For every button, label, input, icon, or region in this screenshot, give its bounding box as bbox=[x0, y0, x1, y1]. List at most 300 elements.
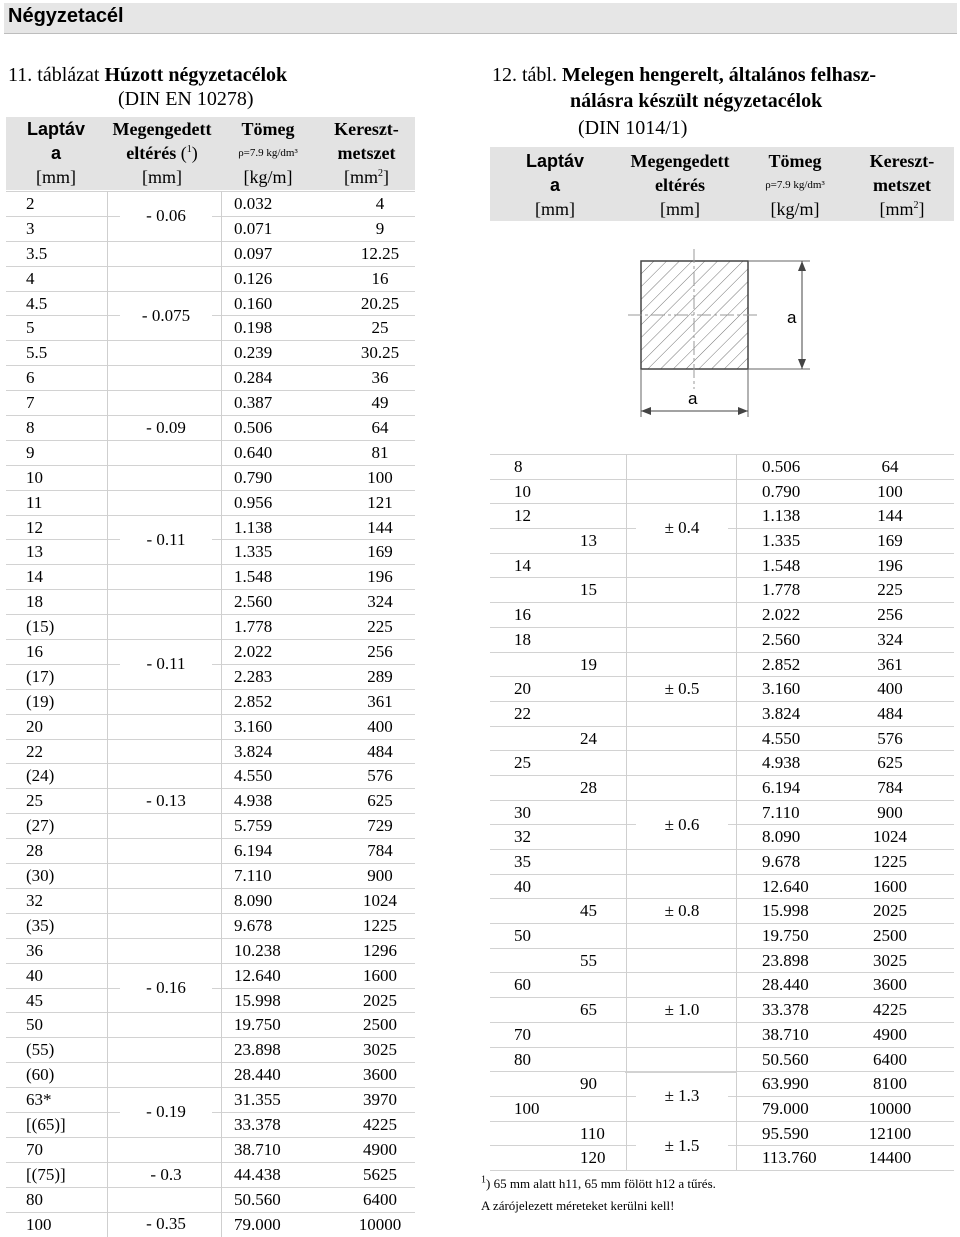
cell-tomeg: 12.640 bbox=[234, 965, 281, 985]
cell-keresztmetszet: 289 bbox=[367, 666, 393, 686]
table-row bbox=[490, 652, 954, 677]
cell-keresztmetszet: 2500 bbox=[873, 926, 907, 946]
cell-tomeg: 1.548 bbox=[234, 567, 273, 587]
table-row bbox=[490, 923, 954, 948]
table-row bbox=[6, 340, 415, 365]
page-title: Négyzetacél bbox=[8, 5, 124, 27]
cell-tomeg: 4.550 bbox=[762, 728, 801, 748]
cell-laptav: 4.5 bbox=[26, 293, 48, 313]
cell-laptav: 13 bbox=[26, 542, 43, 562]
cell-tomeg: 0.790 bbox=[762, 481, 801, 501]
table12-subtitle: (DIN 1014/1) bbox=[578, 117, 688, 139]
table-row bbox=[6, 241, 415, 266]
cell-keresztmetszet: 3600 bbox=[873, 975, 907, 995]
cell-tomeg: 23.898 bbox=[762, 950, 809, 970]
table-row bbox=[490, 701, 954, 726]
cell-laptav-pref: 50 bbox=[514, 926, 531, 946]
cell-tomeg: 2.560 bbox=[762, 629, 801, 649]
table-row bbox=[490, 726, 954, 751]
cell-laptav: 28 bbox=[26, 841, 43, 861]
cell-laptav: 12 bbox=[26, 517, 43, 537]
cell-keresztmetszet: 900 bbox=[367, 866, 393, 886]
table12-title-bold-1: Melegen hengerelt, általános felhasz- bbox=[562, 64, 877, 86]
cell-tomeg: 44.438 bbox=[234, 1164, 281, 1184]
table12-body bbox=[490, 454, 954, 1170]
table-row bbox=[6, 838, 415, 863]
table-row bbox=[6, 614, 415, 639]
table-row bbox=[490, 750, 954, 775]
table-row bbox=[6, 1037, 415, 1062]
table-row bbox=[490, 874, 954, 899]
tolerance-label: - 0.06 bbox=[120, 206, 212, 226]
cell-laptav-alt: 13 bbox=[580, 531, 597, 551]
cell-keresztmetszet: 100 bbox=[877, 481, 903, 501]
cell-tomeg: 8.090 bbox=[234, 890, 273, 910]
cell-tomeg: 0.071 bbox=[234, 218, 273, 238]
cell-tomeg: 8.090 bbox=[762, 827, 801, 847]
cell-tomeg: 3.824 bbox=[234, 741, 273, 761]
cell-keresztmetszet: 784 bbox=[367, 841, 393, 861]
cell-laptav-pref: 32 bbox=[514, 827, 531, 847]
table-row bbox=[6, 390, 415, 415]
cell-tomeg: 0.506 bbox=[234, 418, 273, 438]
square-section-drawing bbox=[490, 221, 954, 453]
tolerance-label: - 0.35 bbox=[120, 1214, 212, 1234]
cell-laptav-pref: 35 bbox=[514, 852, 531, 871]
cell-keresztmetszet: 225 bbox=[367, 617, 393, 637]
tolerance-separator bbox=[107, 714, 221, 715]
cell-tomeg: 2.852 bbox=[234, 691, 273, 711]
cell-tomeg: 19.750 bbox=[762, 926, 809, 946]
table12-title-bold-2: nálásra készült négyzetacélok bbox=[570, 90, 823, 112]
cell-tomeg: 2.560 bbox=[234, 592, 273, 612]
tolerance-label: - 0.13 bbox=[120, 791, 212, 811]
cell-tomeg: 1.335 bbox=[762, 531, 801, 551]
cell-laptav: (30) bbox=[26, 866, 55, 886]
cell-tomeg: 1.138 bbox=[234, 517, 273, 537]
cell-tomeg: 1.548 bbox=[762, 555, 801, 575]
cell-tomeg: 63.990 bbox=[762, 1074, 809, 1094]
cell-keresztmetszet: 12100 bbox=[868, 1123, 912, 1143]
cell-tomeg: 2.022 bbox=[762, 605, 801, 625]
cell-tomeg: 6.194 bbox=[234, 841, 273, 861]
t11-col-unit-kgm: [kg/m] bbox=[243, 167, 293, 187]
t12-unit-sq: 2 bbox=[913, 200, 919, 211]
tolerance-label: ± 0.6 bbox=[636, 815, 728, 835]
tolerance-separator bbox=[625, 1072, 736, 1073]
cell-laptav: (60) bbox=[26, 1065, 55, 1085]
cell-keresztmetszet: 100 bbox=[367, 467, 393, 487]
cell-keresztmetszet: 1600 bbox=[873, 876, 907, 896]
cell-keresztmetszet: 324 bbox=[367, 592, 393, 612]
tolerance-label: ± 1.0 bbox=[636, 1000, 728, 1020]
footnote-mark: 1 bbox=[481, 1174, 486, 1186]
t11-footnote-mark: 1 bbox=[186, 144, 192, 155]
cell-tomeg: 28.440 bbox=[762, 975, 809, 995]
cell-keresztmetszet: 169 bbox=[367, 542, 393, 562]
cell-laptav: (27) bbox=[26, 816, 55, 836]
cell-keresztmetszet: 4225 bbox=[363, 1114, 397, 1134]
tolerance-separator bbox=[625, 1121, 736, 1122]
cell-laptav: 63* bbox=[26, 1090, 52, 1110]
t12-col-unit-kgm: [kg/m] bbox=[770, 199, 820, 219]
tolerance-separator bbox=[107, 465, 221, 466]
cell-laptav-pref: 16 bbox=[514, 605, 531, 625]
table-row bbox=[6, 813, 415, 838]
t12-col-rho: ρ=7.9 kg/dm³ bbox=[765, 179, 825, 191]
table-row bbox=[490, 948, 954, 973]
cell-keresztmetszet: 2025 bbox=[873, 901, 907, 921]
cell-laptav: (24) bbox=[26, 766, 55, 786]
cell-laptav-alt: 65 bbox=[580, 1000, 597, 1020]
table-row bbox=[6, 1012, 415, 1037]
cell-tomeg: 7.110 bbox=[234, 866, 272, 886]
cell-laptav: 32 bbox=[26, 890, 43, 910]
cell-keresztmetszet: 1024 bbox=[363, 890, 397, 910]
column-divider bbox=[107, 191, 108, 1237]
t11-unit-mm2-text: [mm bbox=[344, 167, 378, 187]
cell-laptav: (15) bbox=[26, 617, 55, 637]
cell-laptav-pref: 30 bbox=[514, 802, 531, 822]
cell-tomeg: 0.239 bbox=[234, 343, 273, 363]
cell-laptav-pref: 20 bbox=[514, 679, 531, 699]
cell-tomeg: 0.284 bbox=[234, 368, 273, 388]
cell-keresztmetszet: 64 bbox=[371, 418, 389, 438]
cell-laptav: 11 bbox=[26, 492, 43, 512]
footnote-line1 bbox=[481, 1173, 716, 1195]
cell-tomeg: 0.387 bbox=[234, 393, 273, 413]
tolerance-separator bbox=[107, 888, 221, 889]
cell-laptav: 5 bbox=[26, 318, 35, 338]
t11-col-laptav: Laptáv bbox=[26, 119, 86, 139]
cell-laptav-alt: 120 bbox=[580, 1148, 606, 1168]
cell-laptav: (35) bbox=[26, 915, 55, 935]
t12-col-unit-mm2-area: $[mm^2]$ bbox=[879, 199, 925, 219]
cell-tomeg: 5.759 bbox=[234, 816, 273, 836]
cell-laptav: 22 bbox=[26, 741, 43, 761]
tolerance-label: - 0.11 bbox=[120, 530, 212, 550]
cell-keresztmetszet: 196 bbox=[367, 567, 393, 587]
cell-laptav-pref: 10 bbox=[514, 481, 531, 501]
cell-tomeg: 38.710 bbox=[762, 1024, 809, 1044]
cell-laptav: 4 bbox=[26, 268, 35, 288]
cell-keresztmetszet: 4 bbox=[375, 194, 385, 213]
cell-keresztmetszet: 3025 bbox=[873, 950, 907, 970]
table-row bbox=[490, 775, 954, 800]
tolerance-label: - 0.11 bbox=[120, 654, 212, 674]
cell-tomeg: 38.710 bbox=[234, 1139, 281, 1159]
cell-keresztmetszet: 3600 bbox=[363, 1065, 397, 1085]
tolerance-label: - 0.3 bbox=[120, 1165, 212, 1185]
t12-col-elteres: eltérés bbox=[655, 175, 705, 195]
cell-laptav: 36 bbox=[26, 940, 43, 960]
t12-col-unit-mm2: [mm] bbox=[660, 199, 700, 219]
cell-laptav: 6 bbox=[26, 368, 35, 388]
cell-laptav: 9 bbox=[26, 442, 35, 462]
table-row bbox=[6, 913, 415, 938]
cell-tomeg: 1.778 bbox=[762, 580, 801, 600]
tolerance-label: - 0.09 bbox=[120, 418, 212, 438]
cell-laptav: [(65)] bbox=[26, 1114, 66, 1134]
table-row bbox=[490, 602, 954, 627]
cell-laptav: 45 bbox=[26, 990, 43, 1010]
table-row bbox=[6, 714, 415, 739]
arrow-down bbox=[798, 359, 806, 369]
cell-keresztmetszet: 256 bbox=[367, 642, 393, 662]
t11-col-a: a bbox=[50, 143, 61, 163]
t12-unit-mm2-text: [mm bbox=[879, 199, 914, 219]
cell-tomeg: 113.760 bbox=[762, 1148, 817, 1168]
table-row bbox=[490, 479, 954, 504]
cell-keresztmetszet: 400 bbox=[367, 716, 393, 736]
cell-keresztmetszet: 3025 bbox=[363, 1040, 397, 1060]
t11-elteres-text: eltérés bbox=[126, 143, 177, 163]
cell-tomeg: 3.160 bbox=[762, 679, 801, 699]
t12-col-metszet: metszet bbox=[873, 175, 931, 195]
t12-col-a: a bbox=[549, 175, 560, 195]
t12-col-unit-mm: [mm] bbox=[535, 199, 575, 219]
table-row bbox=[490, 972, 954, 997]
cell-keresztmetszet: 169 bbox=[877, 531, 903, 551]
cell-keresztmetszet: 144 bbox=[367, 517, 393, 537]
cell-keresztmetszet: 361 bbox=[877, 654, 903, 674]
cell-tomeg: 9.678 bbox=[762, 852, 801, 871]
cell-keresztmetszet: 196 bbox=[877, 555, 903, 575]
cell-keresztmetszet: 484 bbox=[367, 741, 393, 761]
tolerance-separator bbox=[107, 390, 221, 391]
cell-tomeg: 50.560 bbox=[762, 1049, 809, 1069]
cell-laptav: [(75)] bbox=[26, 1164, 66, 1184]
cell-tomeg: 0.097 bbox=[234, 243, 273, 263]
cell-laptav: 10 bbox=[26, 467, 43, 487]
cell-tomeg: 33.378 bbox=[762, 1000, 809, 1020]
column-divider bbox=[221, 191, 222, 1237]
cell-keresztmetszet: 900 bbox=[877, 802, 903, 822]
cell-keresztmetszet: 2500 bbox=[363, 1015, 397, 1035]
cell-laptav: 2 bbox=[26, 194, 35, 213]
cell-keresztmetszet: 225 bbox=[877, 580, 903, 600]
cell-tomeg: 6.194 bbox=[762, 777, 801, 797]
table-row bbox=[6, 763, 415, 788]
footnote-text1: ) 65 mm alatt h11, 65 mm fölött h12 a tűrés. bbox=[486, 1176, 716, 1191]
cell-tomeg: 0.160 bbox=[234, 293, 273, 313]
t11-col-rho: ρ=7.9 kg/dm³ bbox=[238, 147, 298, 159]
cell-laptav-alt: 110 bbox=[580, 1123, 605, 1143]
cell-laptav: (17) bbox=[26, 666, 55, 686]
footnote bbox=[481, 1173, 716, 1217]
cell-keresztmetszet: 36 bbox=[371, 368, 389, 388]
t11-col-metszet: metszet bbox=[337, 143, 396, 163]
cell-keresztmetszet: 1600 bbox=[363, 965, 397, 985]
table-row bbox=[6, 739, 415, 764]
tolerance-label: ± 0.4 bbox=[636, 518, 728, 538]
table12-header bbox=[490, 147, 954, 221]
cell-keresztmetszet: 2025 bbox=[363, 990, 397, 1010]
cell-tomeg: 50.560 bbox=[234, 1189, 281, 1209]
cell-keresztmetszet: 3970 bbox=[363, 1090, 397, 1110]
cell-keresztmetszet: 6400 bbox=[363, 1189, 397, 1209]
cell-keresztmetszet: 1225 bbox=[873, 852, 907, 871]
cell-keresztmetszet: 4900 bbox=[873, 1024, 907, 1044]
tolerance-separator bbox=[107, 1137, 221, 1138]
cell-tomeg: 4.938 bbox=[234, 791, 273, 811]
table-row bbox=[6, 440, 415, 465]
tolerance-separator bbox=[107, 241, 221, 242]
cell-tomeg: 2.852 bbox=[762, 654, 801, 674]
cell-keresztmetszet: 625 bbox=[877, 753, 903, 773]
arrow-left bbox=[641, 407, 651, 415]
cell-keresztmetszet: 10000 bbox=[868, 1098, 912, 1118]
table-row bbox=[6, 490, 415, 515]
cell-tomeg: 0.198 bbox=[234, 318, 273, 338]
t12-col-megengedett: Megengedett bbox=[630, 151, 730, 171]
cell-laptav-alt: 19 bbox=[580, 654, 597, 674]
cell-tomeg: 12.640 bbox=[762, 876, 809, 896]
cell-keresztmetszet: 10000 bbox=[358, 1214, 402, 1234]
tolerance-separator bbox=[107, 1087, 221, 1088]
cell-keresztmetszet: 8100 bbox=[873, 1074, 907, 1094]
cell-tomeg: 4.938 bbox=[762, 753, 801, 773]
table12-title-line2 bbox=[570, 90, 822, 113]
cell-laptav: 40 bbox=[26, 965, 43, 985]
cell-keresztmetszet: 361 bbox=[367, 691, 393, 711]
tolerance-label: - 0.075 bbox=[120, 306, 212, 326]
tolerance-separator bbox=[625, 948, 736, 949]
cell-tomeg: 2.283 bbox=[234, 666, 273, 686]
table-row bbox=[6, 888, 415, 913]
dim-label-side: a bbox=[787, 308, 797, 327]
cell-tomeg: 3.824 bbox=[762, 703, 801, 723]
cell-laptav-alt: 45 bbox=[580, 901, 597, 921]
cell-laptav-pref: 40 bbox=[514, 876, 531, 896]
cell-keresztmetszet: 64 bbox=[881, 457, 899, 476]
cell-laptav-pref: 12 bbox=[514, 506, 531, 526]
cell-tomeg: 1.778 bbox=[234, 617, 273, 637]
table11-header bbox=[6, 117, 415, 190]
cell-laptav-alt: 15 bbox=[580, 580, 597, 600]
table-row bbox=[490, 454, 954, 479]
cell-tomeg: 15.998 bbox=[234, 990, 281, 1010]
t11-col-megengedett: Megengedett bbox=[112, 119, 212, 139]
cell-keresztmetszet: 9 bbox=[375, 218, 385, 238]
cell-keresztmetszet: 5625 bbox=[363, 1164, 397, 1184]
table12-title-prefix: 12. tábl. bbox=[492, 64, 557, 86]
cell-tomeg: 10.238 bbox=[234, 940, 281, 960]
table12-title bbox=[492, 64, 876, 87]
cell-keresztmetszet: 16 bbox=[371, 268, 389, 288]
cell-tomeg: 79.000 bbox=[234, 1214, 281, 1234]
cell-tomeg: 4.550 bbox=[234, 766, 273, 786]
table-row bbox=[490, 849, 954, 874]
cell-laptav-alt: 55 bbox=[580, 950, 597, 970]
t12-col-tomeg: Tömeg bbox=[768, 151, 822, 171]
cell-laptav: 16 bbox=[26, 642, 43, 662]
cell-keresztmetszet: 256 bbox=[877, 605, 903, 625]
cell-tomeg: 15.998 bbox=[762, 901, 809, 921]
column-divider bbox=[736, 454, 737, 1170]
cell-keresztmetszet: 576 bbox=[877, 728, 903, 748]
cell-laptav: 18 bbox=[26, 592, 43, 612]
table-row bbox=[490, 1022, 954, 1047]
tolerance-separator bbox=[625, 775, 736, 776]
cell-laptav-pref: 22 bbox=[514, 703, 531, 723]
cell-laptav: 20 bbox=[26, 716, 43, 736]
cell-laptav: 7 bbox=[26, 393, 35, 413]
table-row bbox=[490, 553, 954, 578]
table11-title bbox=[8, 64, 287, 87]
tolerance-label: ± 0.5 bbox=[636, 679, 728, 699]
cell-tomeg: 3.160 bbox=[234, 716, 273, 736]
cell-laptav: 50 bbox=[26, 1015, 43, 1035]
cell-keresztmetszet: 1225 bbox=[363, 915, 397, 935]
cell-tomeg: 23.898 bbox=[234, 1040, 281, 1060]
table-row bbox=[6, 689, 415, 714]
cell-keresztmetszet: 12.25 bbox=[360, 243, 400, 263]
cell-tomeg: 0.640 bbox=[234, 442, 273, 462]
table-row bbox=[6, 266, 415, 291]
table11-subtitle: (DIN EN 10278) bbox=[118, 88, 254, 110]
cell-laptav-pref: 60 bbox=[514, 975, 531, 995]
cell-keresztmetszet: 4225 bbox=[873, 1000, 907, 1020]
table-row bbox=[6, 589, 415, 614]
table-row bbox=[6, 465, 415, 490]
table11-title-bold: Húzott négyzetacélok bbox=[104, 64, 288, 86]
tolerance-separator bbox=[107, 1212, 221, 1213]
cell-tomeg: 95.590 bbox=[762, 1123, 809, 1143]
table11 bbox=[6, 117, 415, 1234]
cell-keresztmetszet: 1296 bbox=[363, 940, 397, 960]
table-row bbox=[6, 1187, 415, 1212]
cell-keresztmetszet: 729 bbox=[367, 816, 393, 836]
cell-keresztmetszet: 1024 bbox=[873, 827, 907, 847]
t11-col-kereszt: Kereszt- bbox=[334, 119, 399, 139]
cell-laptav-pref: 18 bbox=[514, 629, 531, 649]
page-header bbox=[4, 3, 957, 34]
cell-laptav: 3 bbox=[26, 218, 35, 238]
cell-tomeg: 19.750 bbox=[234, 1015, 281, 1035]
tolerance-label: ± 1.3 bbox=[636, 1086, 728, 1106]
cell-tomeg: 0.790 bbox=[234, 467, 273, 487]
cell-keresztmetszet: 324 bbox=[877, 629, 903, 649]
cell-keresztmetszet: 30.25 bbox=[360, 343, 400, 363]
cell-laptav: 70 bbox=[26, 1139, 43, 1159]
cell-keresztmetszet: 81 bbox=[371, 442, 389, 462]
column-divider bbox=[626, 454, 627, 1170]
cell-keresztmetszet: 576 bbox=[367, 766, 393, 786]
tolerance-label: ± 1.5 bbox=[636, 1136, 728, 1156]
arrow-up bbox=[798, 261, 806, 271]
cell-laptav-pref: 8 bbox=[514, 457, 523, 476]
cell-keresztmetszet: 625 bbox=[367, 791, 393, 811]
table-row bbox=[490, 1047, 954, 1072]
tolerance-label: - 0.16 bbox=[120, 978, 212, 998]
table-row bbox=[6, 1137, 415, 1162]
t12-col-laptav: Laptáv bbox=[525, 151, 585, 171]
table-row bbox=[6, 938, 415, 963]
cell-keresztmetszet: 20.25 bbox=[360, 293, 400, 313]
cell-tomeg: 2.022 bbox=[234, 642, 273, 662]
dim-label-bottom: a bbox=[688, 389, 698, 408]
table-row bbox=[490, 627, 954, 652]
cell-tomeg: 9.678 bbox=[234, 915, 273, 935]
t11-unit-sq: 2 bbox=[378, 168, 383, 179]
cell-laptav-pref: 80 bbox=[514, 1049, 531, 1069]
tolerance-label: ± 0.8 bbox=[636, 901, 728, 921]
tolerance-separator bbox=[625, 874, 736, 875]
table-row bbox=[6, 1062, 415, 1087]
cell-tomeg: 0.126 bbox=[234, 268, 273, 288]
table-row bbox=[6, 564, 415, 589]
